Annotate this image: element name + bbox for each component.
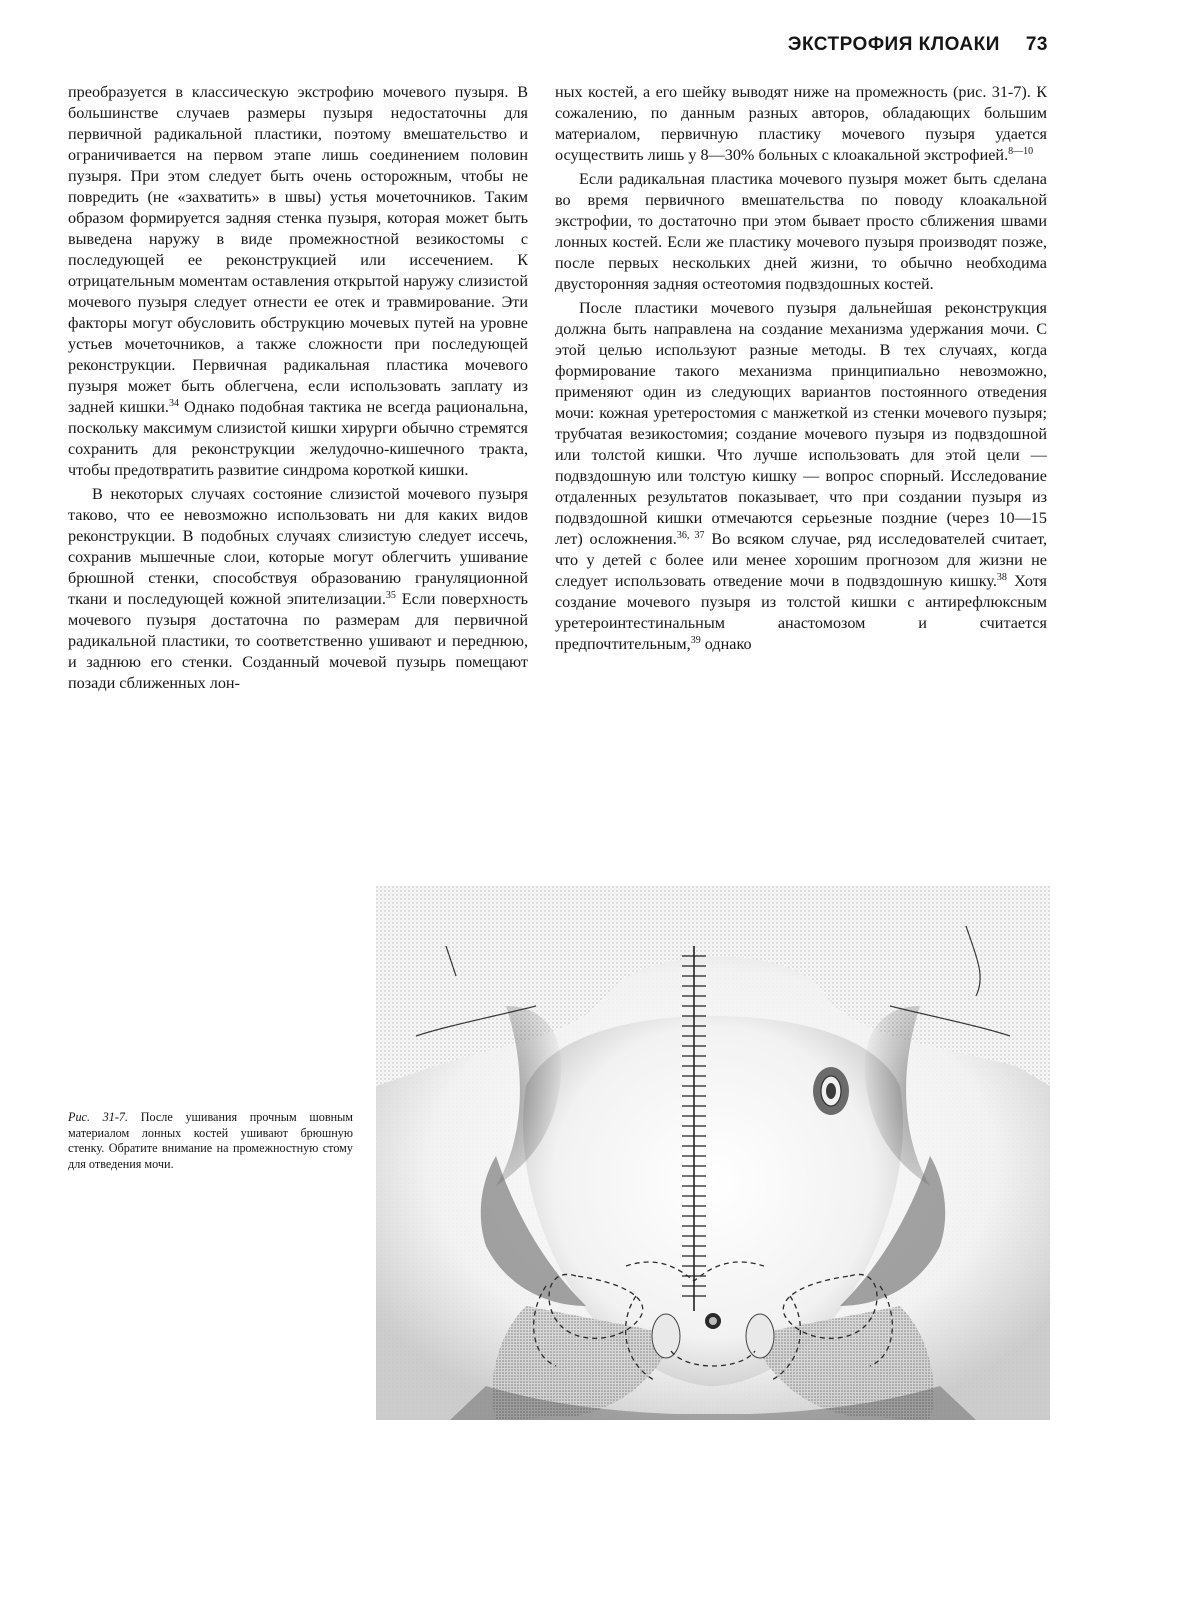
figure-caption-label: Рис. 31-7. — [68, 1110, 129, 1124]
running-head-title: ЭКСТРОФИЯ КЛОАКИ — [787, 34, 1000, 55]
footnote-ref: 8—10 — [1008, 146, 1034, 157]
surgical-illustration — [376, 886, 1050, 1420]
figure-caption — [68, 1110, 353, 1172]
footnote-ref: 35 — [385, 590, 396, 601]
left-column — [68, 82, 528, 694]
right-paragraph-1: ных костей, а его шейку выводят ниже на промежность (рис. 31-7). К сожалению, по данным разных авторов, обладающих большим материалом, первичную пластику мочевого пузыря удается осуществить лишь у 8—30% больных с клоакальной экстрофией.$^{8—10}$ — [555, 83, 1047, 164]
running-head — [560, 34, 1048, 64]
right-paragraph-3: После пластики мочевого пузыря дальнейшая реконструкция должна быть направлена на создание механизма удержания мочи. С этой целью используют разные методы. В тех случаях, когда формирование такого механизма принципиально невозможно, применяют один из следующих вариантов постоянного отведения мочи: кожная уретеростомия с манжеткой из стенки мочевого пузыря; трубчатая везикостомия; создание мочевого пузыря из подвздошной или толстой кишки. Что лучше использовать для этой цели — подвздошную или толстую кишку — вопрос спорный. Исследование отдаленных результатов показывает, что при создании пузыря из подвздошной кишки отмечаются серьезные поздние (через 10—15 лет) осложнения.$^{36, 37}$ Во всяком случае, ряд исследователей считает, что у детей с более или менее хорошим прогнозом для жизни не следует использовать отведение мочи в подвздошную кишку.$^{38}$ Хотя создание мочевого пузыря из толстой кишки с антирефлюксным уретероинтестинальным анастомозом и считается предпочтительным,$^{39}$ однако — [555, 299, 1048, 653]
surgical-illustration-drawing — [376, 886, 1050, 1420]
footnote-ref: 34 — [168, 398, 179, 409]
footnote-ref: 36, 37 — [676, 530, 705, 541]
right-column — [555, 82, 1047, 655]
footnote-ref: 39 — [690, 635, 701, 646]
right-paragraph-2: Если радикальная пластика мочевого пузыря может быть сделана во время первичного вмешательства по поводу клоакальной экстрофии, то достаточно при этом бывает просто сближения швами лонных костей. Если же пластику мочевого пузыря производят позже, после первых нескольких дней жизни, то обычно необходима двусторонняя задняя остеотомия подвздошных костей. — [555, 170, 1047, 293]
left-paragraph-2: В некоторых случаях состояние слизистой мочевого пузыря таково, что ее невозможно использовать ни для каких видов реконструкции. В подобных случаях слизистую следует иссечь, сохранив мышечные слои, которые могут облегчить ушивание брюшной стенки, способствуя образованию грануляционной ткани и последующей кожной эпителизации.$^{35}$ Если поверхность мочевого пузыря достаточна по размерам для первичной радикальной пластики, то соответственно ушивают и переднюю, и заднюю его стенки. Созданный мочевой пузырь помещают позади сближенных лон- — [68, 485, 528, 692]
left-paragraph-1: преобразуется в классическую экстрофию мочевого пузыря. В большинстве случаев размеры пузыря недостаточны для первичной радикальной пластики, поэтому вмешательство и ограничивается на первом этапе лишь соединением половин пузыря. При этом следует быть очень осторожным, чтобы не повредить (не «захватить» в швы) устья мочеточников. Таким образом формируется задняя стенка пузыря, которая может быть выведена наружу в виде промежностной везикостомы с последующей ее реконструкцией или иссечением. К отрицательным моментам оставления открытой наружу слизистой мочевого пузыря следует отнести ее отек и травмирование. Эти факторы могут обусловить обструкцию мочевых путей на уровне устьев мочеточников, а также сложности при последующей реконструкции. Первичная радикальная пластика мочевого пузыря может быть облегчена, если использовать заплату из задней кишки.$^{34}$ Однако подобная тактика не всегда рациональна, поскольку максимум слизистой кишки хирурги обычно стремятся сохранить для реконструкции желудочно-кишечного тракта, чтобы предотвратить развитие синдрома короткой кишки. — [68, 83, 528, 479]
footnote-ref: 38 — [996, 572, 1007, 583]
page-number: 73 — [1025, 34, 1048, 55]
figure-caption-text: После ушивания прочным шовным материалом лонных костей ушивают брюшную стенку. Обратите внимание на промежностную стому для отведения мочи. — [68, 1110, 354, 1171]
